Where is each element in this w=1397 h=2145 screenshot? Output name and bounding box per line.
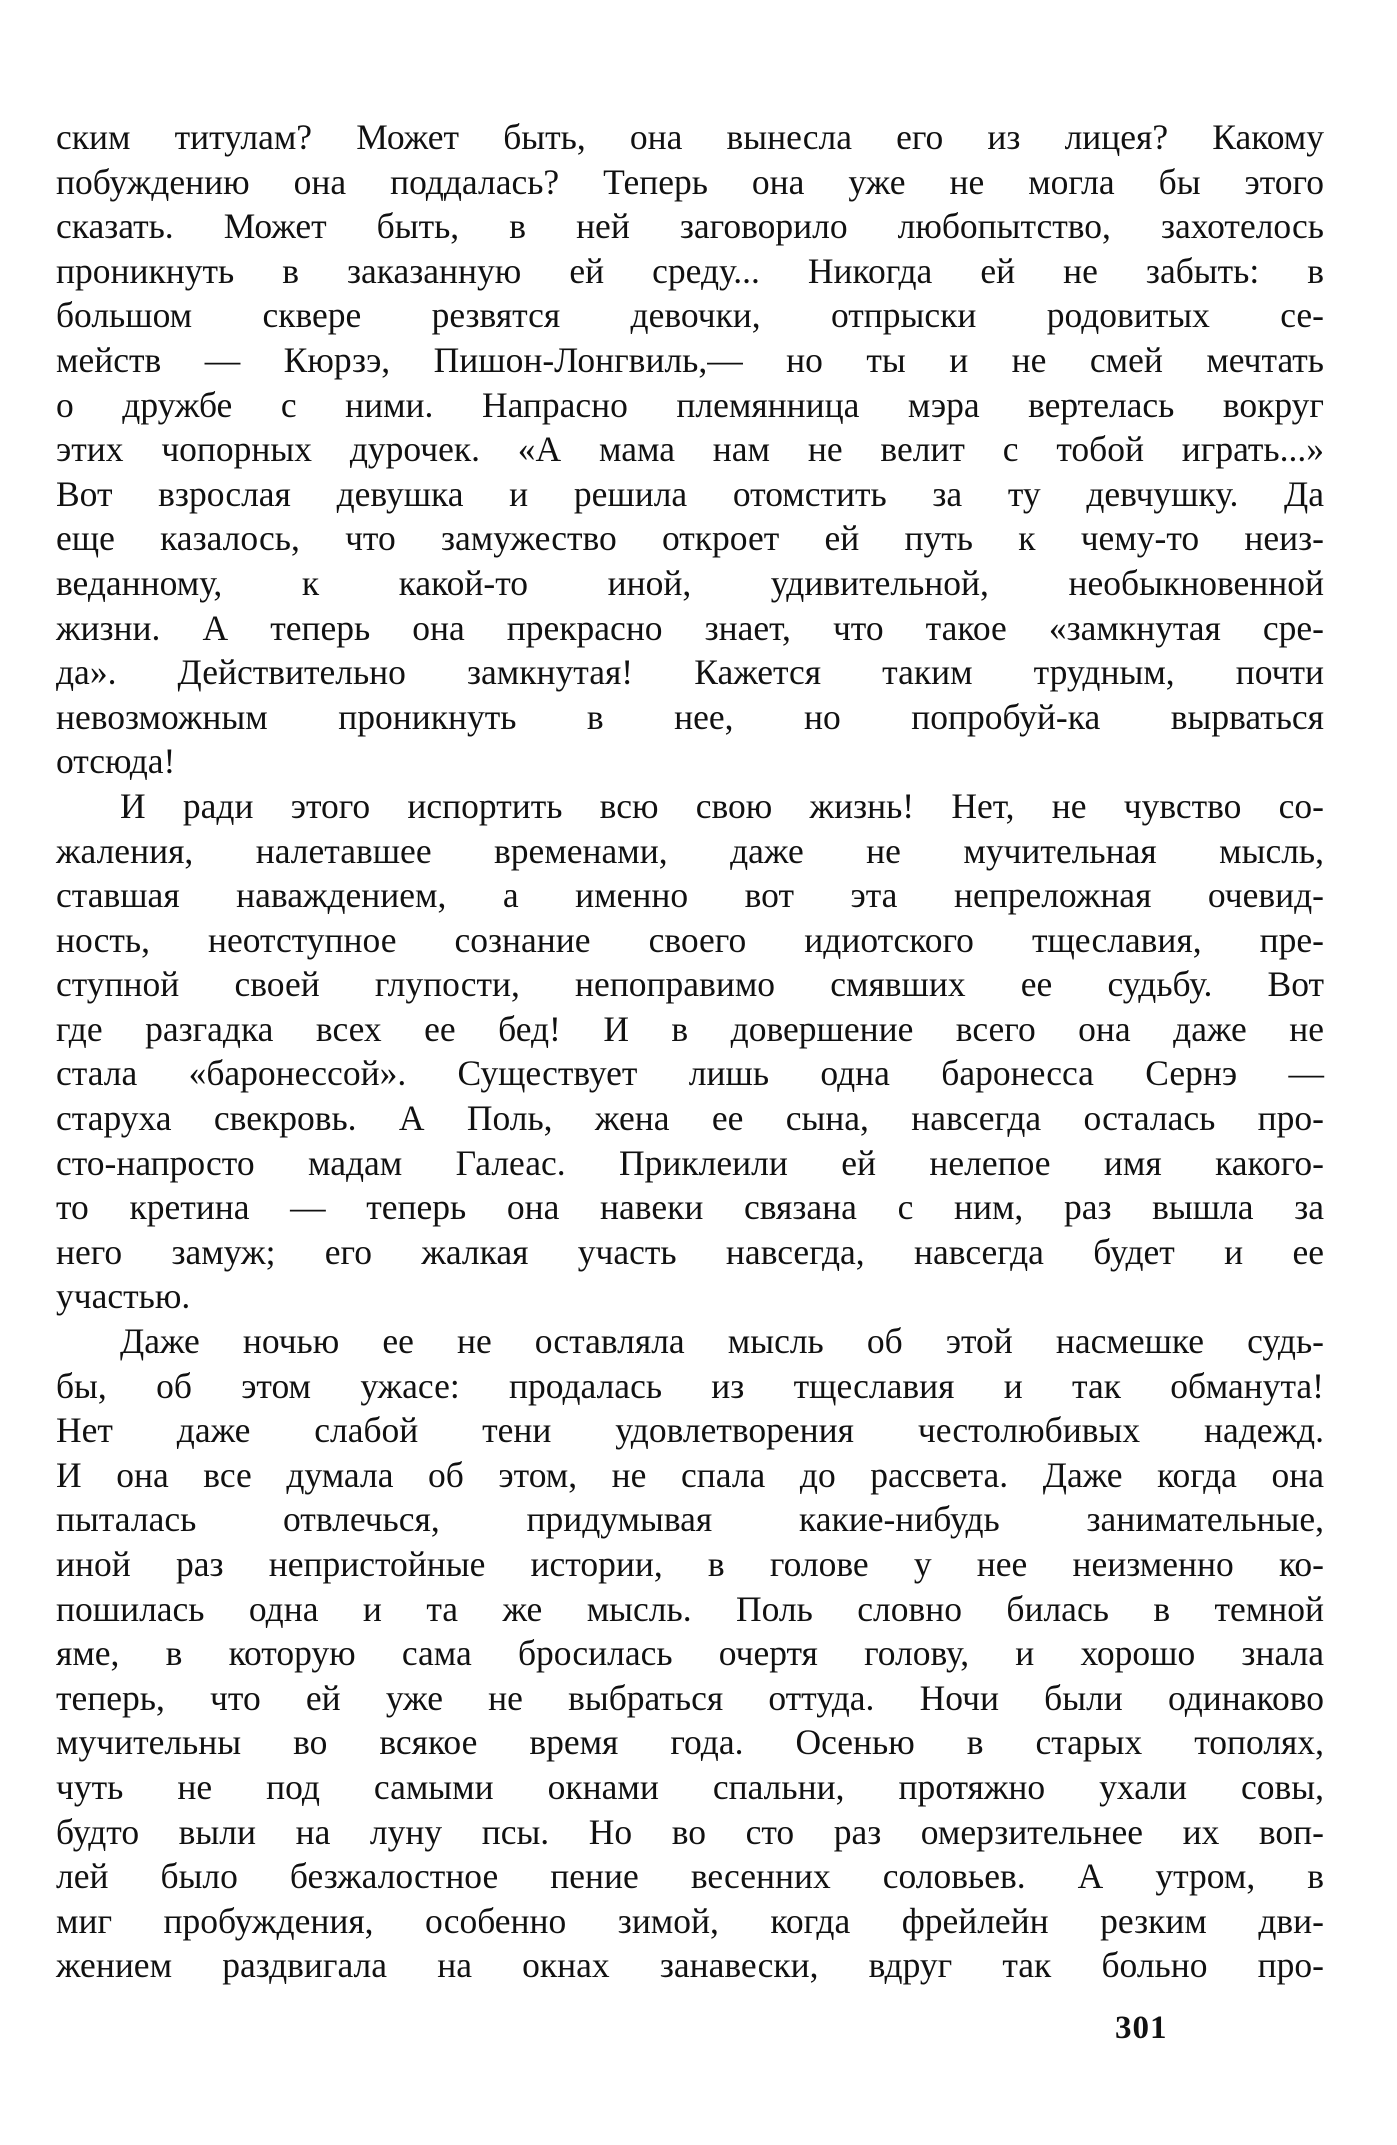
text-line: большом сквере резвятся девочки, отпрыски родовитых се- bbox=[56, 295, 1324, 336]
page-body bbox=[56, 115, 1324, 1988]
text-line: ступной своей глупости, непоправимо смявших ее судьбу. Вот bbox=[56, 964, 1324, 1005]
text-line: И она все думала об этом, не спала до рассвета. Даже когда она bbox=[56, 1454, 1324, 1495]
text-line: бы, об этом ужасе: продалась из тщеславия и так обманута! bbox=[56, 1365, 1324, 1406]
text-line: да». Действительно замкнутая! Кажется таким трудным, почти bbox=[56, 652, 1324, 693]
paragraph-3 bbox=[56, 1319, 1324, 1988]
text-line: ским титулам? Может быть, она вынесла его из лицея? Какому bbox=[56, 117, 1324, 157]
text-line: яме, в которую сама бросилась очертя голову, и хорошо знала bbox=[56, 1633, 1324, 1674]
text-line: жением раздвигала на окнах занавески, вдруг так больно про- bbox=[56, 1945, 1324, 1986]
paragraph-1 bbox=[56, 115, 1324, 784]
text-line: сто-напросто мадам Галеас. Приклеили ей нелепое имя какого- bbox=[56, 1142, 1324, 1183]
text-line: невозможным проникнуть в нее, но попробуй-ка вырваться bbox=[56, 696, 1324, 737]
text-line: жизни. А теперь она прекрасно знает, что такое «замкнутая сре- bbox=[56, 607, 1324, 648]
text-line: еще казалось, что замужество откроет ей путь к чему-то неиз- bbox=[56, 518, 1324, 559]
text-line: участью. bbox=[56, 1276, 191, 1317]
text-line: иной раз непристойные истории, в голове у нее неизменно ко- bbox=[56, 1544, 1324, 1584]
text-line: о дружбе с ними. Напрасно племянница мэра вертелась вокруг bbox=[56, 384, 1324, 425]
text-line: миг пробуждения, особенно зимой, когда фрейлейн резким дви- bbox=[56, 1900, 1324, 1941]
text-line: отсюда! bbox=[56, 741, 176, 782]
text-line: жаления, налетавшее временами, даже не мучительная мысль, bbox=[56, 830, 1324, 871]
text-line: сказать. Может быть, в ней заговорило любопытство, захотелось bbox=[56, 206, 1324, 247]
text-line: пыталась отвлечься, придумывая какие-нибудь занимательные, bbox=[56, 1499, 1324, 1540]
text-line: ность, неотступное сознание своего идиотского тщеславия, пре- bbox=[56, 919, 1324, 960]
text-line: него замуж; его жалкая участь навсегда, навсегда будет и ее bbox=[56, 1231, 1324, 1272]
text-line: чуть не под самыми окнами спальни, протяжно ухали совы, bbox=[56, 1766, 1324, 1807]
text-line: где разгадка всех ее бед! И в довершение всего она даже не bbox=[56, 1008, 1324, 1049]
text-line: мейств — Кюрзэ, Пишон-Лонгвиль,— но ты и не смей мечтать bbox=[56, 339, 1324, 380]
text-line: теперь, что ей уже не выбраться оттуда. Ночи были одинаково bbox=[56, 1677, 1324, 1718]
page-number: 301 bbox=[1115, 2010, 1168, 2046]
text-line: ставшая наваждением, а именно вот эта непреложная очевид- bbox=[56, 875, 1324, 916]
text-line: Вот взрослая девушка и решила отомстить за ту девчушку. Да bbox=[56, 473, 1324, 514]
text-line: будто выли на луну псы. Но во сто раз омерзительнее их воп- bbox=[56, 1811, 1324, 1852]
text-line: этих чопорных дурочек. «А мама нам не велит с тобой играть...» bbox=[56, 429, 1324, 470]
paragraph-2 bbox=[56, 784, 1324, 1319]
text-line: побуждению она поддалась? Теперь она уже не могла бы этого bbox=[56, 161, 1324, 202]
text-line: проникнуть в заказанную ей среду... Никогда ей не забыть: в bbox=[56, 250, 1324, 291]
text-line: веданному, к какой-то иной, удивительной, необыкновенной bbox=[56, 562, 1324, 603]
text-line: старуха свекровь. А Поль, жена ее сына, навсегда осталась про- bbox=[56, 1098, 1324, 1139]
text-line: Даже ночью ее не оставляла мысль об этой насмешке судь- bbox=[120, 1321, 1324, 1362]
text-line: пошилась одна и та же мысль. Поль словно билась в темной bbox=[56, 1588, 1324, 1629]
text-line: стала «баронессой». Существует лишь одна баронесса Сернэ — bbox=[56, 1053, 1324, 1094]
text-line: И ради этого испортить всю свою жизнь! Нет, не чувство со- bbox=[120, 785, 1324, 826]
text-line: то кретина — теперь она навеки связана с ним, раз вышла за bbox=[56, 1187, 1324, 1228]
text-line: мучительны во всякое время года. Осенью в старых тополях, bbox=[56, 1722, 1324, 1763]
text-line: лей было безжалостное пение весенних соловьев. А утром, в bbox=[56, 1856, 1324, 1897]
text-line: Нет даже слабой тени удовлетворения честолюбивых надежд. bbox=[56, 1410, 1324, 1451]
